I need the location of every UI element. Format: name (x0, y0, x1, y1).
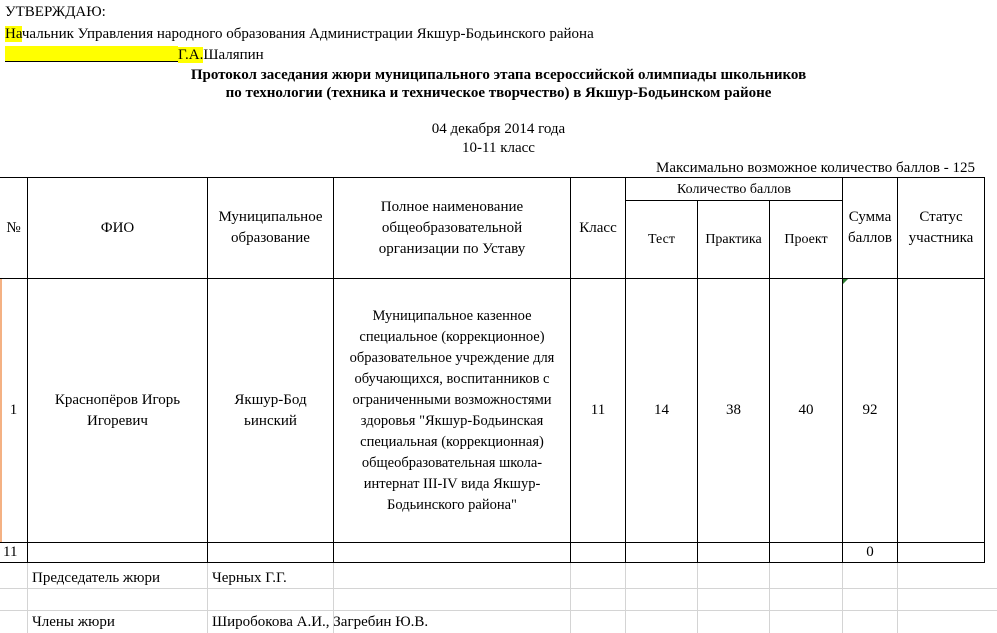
protocol-date: 04 декабря 2014 года (431, 121, 566, 137)
approve-position (5, 25, 594, 43)
header-sum[interactable]: Сумма баллов (848, 209, 892, 246)
approve-position-highlight: На (5, 26, 22, 42)
approve-position-text: чальник Управления народного образования Администрации Якшур-Бодьинского района (21, 26, 594, 42)
header-project[interactable]: Проект (784, 232, 828, 247)
jury-chair-label: Председатель жюри (32, 570, 161, 586)
table-row-fio[interactable]: Краснопёров Игорь Игоревич (54, 391, 181, 429)
gridline (897, 562, 898, 633)
max-score: Максимально возможное количество баллов - 125 (656, 160, 975, 176)
header-grade[interactable]: Класс (579, 219, 617, 236)
jury-members-names: Широбокова А.И., Загребин Ю.В. (212, 614, 429, 630)
gridline (0, 610, 997, 611)
table-row-practice[interactable]: 38 (726, 402, 741, 418)
gridline (625, 562, 626, 633)
table-border (984, 177, 985, 563)
table-row-sum[interactable]: 92 (862, 402, 878, 418)
signature-surname: Шаляпин (203, 47, 264, 63)
header-organization[interactable]: Полное наименование общеобразовательной организации по Уставу (378, 198, 526, 257)
table-row-grade[interactable] (571, 543, 625, 562)
table-row-status[interactable] (898, 543, 984, 562)
table-row-fio[interactable] (28, 543, 207, 562)
header-practice[interactable]: Практика (705, 232, 762, 247)
table-border (0, 562, 985, 563)
table-row-organization[interactable]: Муниципальное казенное специальное (коррекционное) образовательное учреждение для обучающихся, воспитанников с ограниченными возможностями здоровья "Якшур-Бодьинская специальная (коррекционная) общеобразовательная школа-интернат III-IV вида Якшур-Бодьинского района" (349, 307, 555, 513)
table-row-municipality[interactable] (208, 543, 333, 562)
table-row-test[interactable] (626, 543, 697, 562)
gridline (842, 562, 843, 633)
table-row-practice[interactable] (698, 543, 769, 562)
jury-chair-name: Черных Г.Г. (212, 570, 287, 586)
jury-members-label: Члены жюри (32, 614, 115, 630)
table-row-grade[interactable]: 11 (590, 402, 606, 418)
table-row-test[interactable]: 14 (654, 402, 669, 418)
table-row-status[interactable] (898, 279, 984, 542)
header-fio[interactable]: ФИО (100, 219, 135, 236)
protocol-title-line2: по технологии (техника и техническое творчество) в Якшур-Бодьинском районе (225, 85, 772, 101)
table-row-project[interactable] (770, 543, 842, 562)
signature-initials: Г.А. (178, 47, 204, 63)
signature-blank[interactable] (5, 46, 178, 62)
gridline (207, 562, 208, 633)
approve-signature-line (5, 46, 264, 64)
table-row-municipality[interactable]: Якшур-Бодьинский (234, 391, 307, 429)
header-num[interactable]: № (6, 219, 21, 236)
gridline (0, 588, 997, 589)
gridline (27, 562, 28, 633)
table-row-num[interactable]: 11 (3, 544, 18, 560)
header-municipality[interactable]: Муниципальное образование (218, 209, 323, 246)
protocol-title-line1: Протокол заседания жюри муниципального этапа всероссийской олимпиады школьников (190, 67, 807, 83)
table-row-project[interactable]: 40 (798, 402, 814, 418)
table-row-sum[interactable]: 0 (866, 544, 874, 560)
header-test[interactable]: Тест (648, 232, 675, 247)
gridline (769, 562, 770, 633)
gridline (570, 562, 571, 633)
protocol-grade: 10-11 класс (462, 140, 535, 156)
table-row-organization[interactable] (334, 543, 570, 562)
header-status[interactable]: Статус участника (908, 209, 974, 246)
header-scores-group[interactable]: Количество баллов (677, 181, 791, 197)
approve-title: УТВЕРЖДАЮ: (5, 4, 106, 20)
gridline (697, 562, 698, 633)
table-row-num[interactable]: 1 (9, 402, 18, 418)
